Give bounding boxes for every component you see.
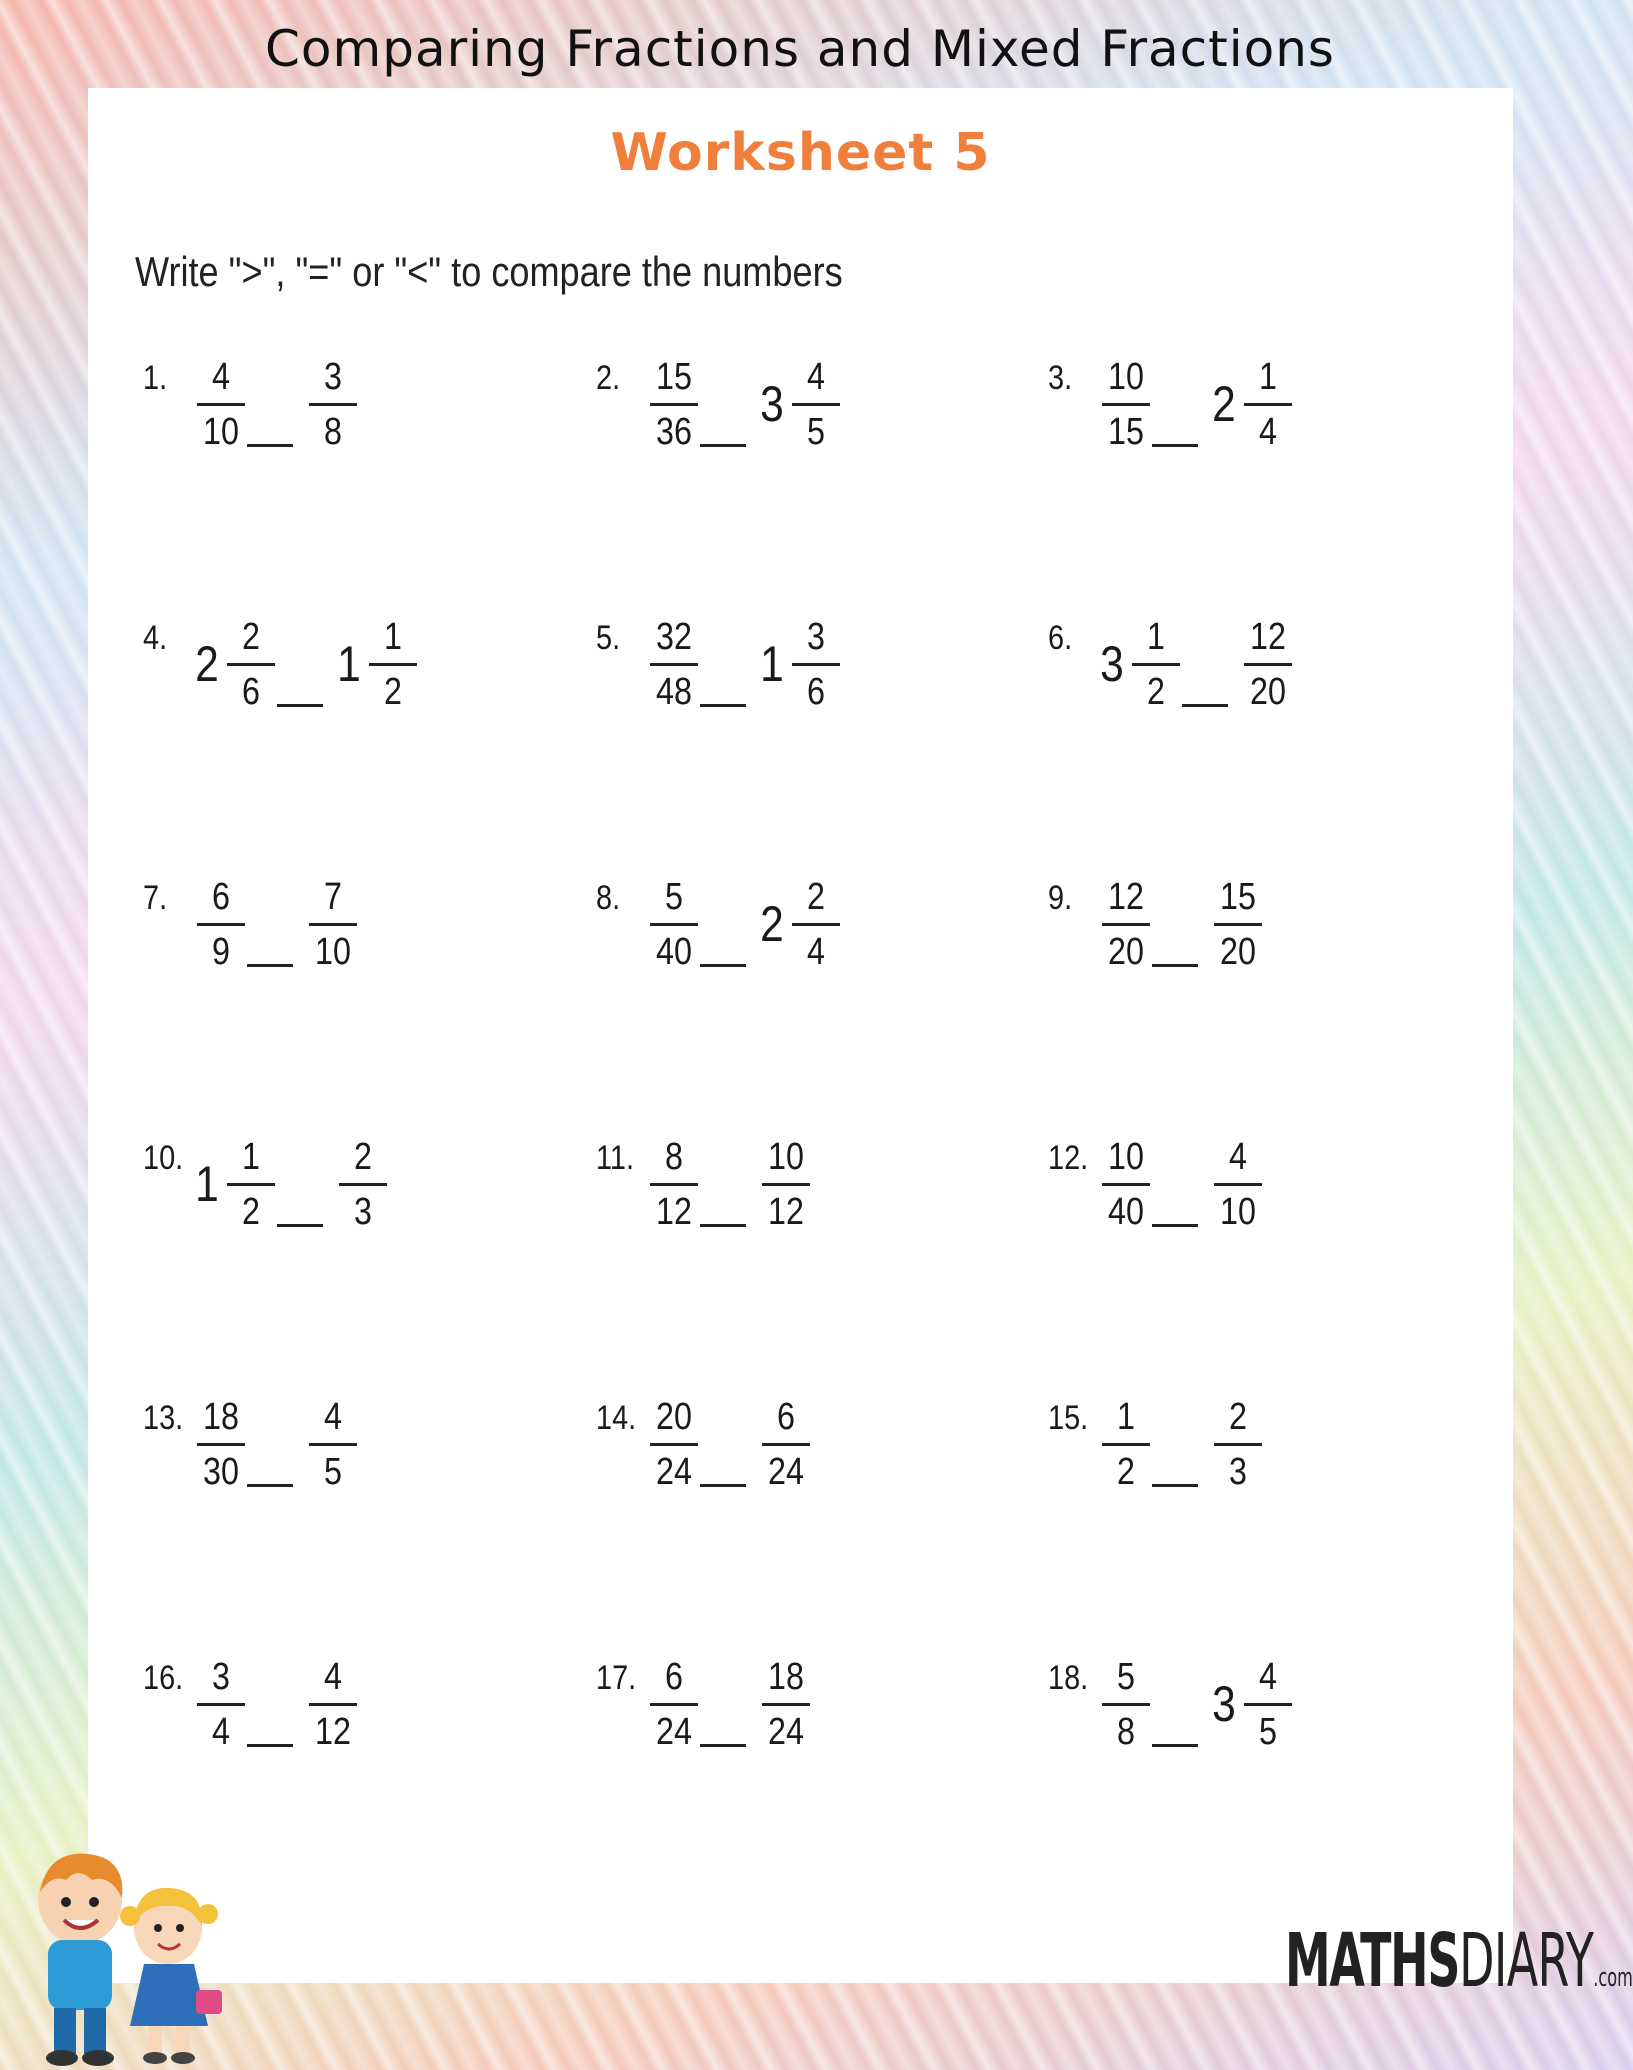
fraction-bar bbox=[762, 1443, 810, 1446]
fraction bbox=[758, 1133, 814, 1236]
whole-number: 3 bbox=[760, 376, 784, 432]
problem-number: 7. bbox=[143, 879, 168, 917]
denominator: 48 bbox=[656, 671, 692, 713]
fraction-bar bbox=[1214, 923, 1262, 926]
numerator: 5 bbox=[665, 876, 683, 918]
denominator: 2 bbox=[384, 671, 402, 713]
denominator: 20 bbox=[1108, 931, 1144, 973]
numerator: 1 bbox=[384, 616, 402, 658]
logo-part-diary: DIARY bbox=[1459, 1918, 1594, 2004]
numerator: 3 bbox=[324, 356, 342, 398]
fraction-bar bbox=[1244, 403, 1292, 406]
fraction bbox=[335, 1133, 391, 1236]
fraction bbox=[646, 873, 702, 976]
denominator: 40 bbox=[656, 931, 692, 973]
fraction-bar bbox=[1132, 663, 1180, 666]
fraction-bar bbox=[792, 663, 840, 666]
whole-number: 1 bbox=[760, 636, 784, 692]
fraction bbox=[305, 873, 361, 976]
fraction-bar bbox=[309, 403, 357, 406]
problem-number: 3. bbox=[1048, 359, 1073, 397]
numerator: 20 bbox=[656, 1396, 692, 1438]
whole-number: 3 bbox=[1212, 1676, 1236, 1732]
problem-5 bbox=[596, 613, 976, 733]
instruction-text: Write ">", "=" or "<" to compare the numbers bbox=[135, 248, 843, 295]
answer-blank[interactable] bbox=[1152, 444, 1198, 447]
worksheet-panel bbox=[88, 88, 1513, 1983]
problem-16 bbox=[143, 1653, 523, 1773]
fraction-bar bbox=[792, 403, 840, 406]
answer-blank[interactable] bbox=[1152, 1224, 1198, 1227]
numerator: 8 bbox=[665, 1136, 683, 1178]
fraction-bar bbox=[309, 1443, 357, 1446]
fraction-bar bbox=[369, 663, 417, 666]
fraction bbox=[1240, 353, 1296, 456]
fraction-bar bbox=[650, 1703, 698, 1706]
fraction bbox=[1240, 1653, 1296, 1756]
answer-blank[interactable] bbox=[1152, 1744, 1198, 1747]
problem-number: 12. bbox=[1048, 1139, 1089, 1177]
problem-number: 2. bbox=[596, 359, 621, 397]
denominator: 24 bbox=[656, 1711, 692, 1753]
logo-suffix: .com bbox=[1593, 1963, 1633, 1993]
problem-6 bbox=[1048, 613, 1428, 733]
whole-number: 1 bbox=[195, 1156, 219, 1212]
fraction bbox=[646, 1393, 702, 1496]
numerator: 4 bbox=[1229, 1136, 1247, 1178]
answer-blank[interactable] bbox=[700, 1224, 746, 1227]
problem-1 bbox=[143, 353, 523, 473]
denominator: 2 bbox=[1117, 1451, 1135, 1493]
problem-number: 9. bbox=[1048, 879, 1073, 917]
problem-4 bbox=[143, 613, 523, 733]
fraction bbox=[1210, 873, 1266, 976]
fraction bbox=[1098, 1393, 1154, 1496]
denominator: 4 bbox=[1259, 411, 1277, 453]
numerator: 4 bbox=[324, 1396, 342, 1438]
answer-blank[interactable] bbox=[247, 964, 293, 967]
numerator: 10 bbox=[768, 1136, 804, 1178]
denominator: 24 bbox=[768, 1711, 804, 1753]
answer-blank[interactable] bbox=[247, 444, 293, 447]
denominator: 12 bbox=[315, 1711, 351, 1753]
fraction bbox=[1240, 613, 1296, 716]
problem-number: 5. bbox=[596, 619, 621, 657]
denominator: 8 bbox=[324, 411, 342, 453]
denominator: 3 bbox=[354, 1191, 372, 1233]
fraction bbox=[1128, 613, 1184, 716]
fraction bbox=[223, 1133, 279, 1236]
numerator: 5 bbox=[1117, 1656, 1135, 1698]
problem-2 bbox=[596, 353, 976, 473]
problem-number: 11. bbox=[596, 1139, 635, 1177]
problem-number: 1. bbox=[143, 359, 168, 397]
fraction bbox=[305, 1393, 361, 1496]
whole-number: 1 bbox=[337, 636, 361, 692]
fraction bbox=[646, 613, 702, 716]
fraction bbox=[646, 1133, 702, 1236]
problem-number: 10. bbox=[143, 1139, 184, 1177]
denominator: 9 bbox=[212, 931, 230, 973]
fraction bbox=[305, 353, 361, 456]
answer-blank[interactable] bbox=[1182, 704, 1228, 707]
numerator: 7 bbox=[324, 876, 342, 918]
denominator: 36 bbox=[656, 411, 692, 453]
answer-blank[interactable] bbox=[700, 444, 746, 447]
numerator: 4 bbox=[807, 356, 825, 398]
problem-number: 17. bbox=[596, 1659, 637, 1697]
numerator: 2 bbox=[242, 616, 260, 658]
numerator: 1 bbox=[1147, 616, 1165, 658]
problem-9 bbox=[1048, 873, 1428, 993]
fraction-bar bbox=[650, 403, 698, 406]
denominator: 5 bbox=[1259, 1711, 1277, 1753]
problem-number: 18. bbox=[1048, 1659, 1089, 1697]
fraction-bar bbox=[309, 923, 357, 926]
problem-18 bbox=[1048, 1653, 1428, 1773]
denominator: 5 bbox=[324, 1451, 342, 1493]
numerator: 6 bbox=[777, 1396, 795, 1438]
fraction-bar bbox=[1102, 1703, 1150, 1706]
whole-number: 2 bbox=[195, 636, 219, 692]
fraction-bar bbox=[762, 1183, 810, 1186]
fraction-bar bbox=[650, 663, 698, 666]
answer-blank[interactable] bbox=[247, 1744, 293, 1747]
denominator: 12 bbox=[656, 1191, 692, 1233]
numerator: 10 bbox=[1108, 1136, 1144, 1178]
fraction-bar bbox=[650, 1443, 698, 1446]
denominator: 2 bbox=[242, 1191, 260, 1233]
problem-number: 13. bbox=[143, 1399, 184, 1437]
problem-13 bbox=[143, 1393, 523, 1513]
fraction bbox=[758, 1653, 814, 1756]
denominator: 30 bbox=[203, 1451, 239, 1493]
denominator: 4 bbox=[807, 931, 825, 973]
problem-number: 6. bbox=[1048, 619, 1073, 657]
denominator: 10 bbox=[1220, 1191, 1256, 1233]
problem-7 bbox=[143, 873, 523, 993]
numerator: 6 bbox=[212, 876, 230, 918]
denominator: 12 bbox=[768, 1191, 804, 1233]
fraction bbox=[788, 613, 844, 716]
fraction-bar bbox=[309, 1703, 357, 1706]
answer-blank[interactable] bbox=[700, 704, 746, 707]
numerator: 2 bbox=[807, 876, 825, 918]
logo-part-maths: MATHS bbox=[1285, 1918, 1460, 2004]
whole-number: 3 bbox=[1100, 636, 1124, 692]
fraction bbox=[365, 613, 421, 716]
fraction-bar bbox=[197, 1443, 245, 1446]
denominator: 6 bbox=[242, 671, 260, 713]
numerator: 1 bbox=[242, 1136, 260, 1178]
fraction bbox=[1098, 873, 1154, 976]
numerator: 32 bbox=[656, 616, 692, 658]
numerator: 18 bbox=[768, 1656, 804, 1698]
fraction bbox=[758, 1393, 814, 1496]
problem-12 bbox=[1048, 1133, 1428, 1253]
fraction-bar bbox=[1244, 1703, 1292, 1706]
answer-blank[interactable] bbox=[277, 1224, 323, 1227]
problem-3 bbox=[1048, 353, 1428, 473]
fraction-bar bbox=[650, 923, 698, 926]
numerator: 4 bbox=[324, 1656, 342, 1698]
fraction bbox=[1210, 1393, 1266, 1496]
mathsdiary-logo bbox=[1285, 1918, 1633, 2004]
boy-shirt bbox=[48, 1940, 112, 2010]
numerator: 18 bbox=[203, 1396, 239, 1438]
answer-blank[interactable] bbox=[1152, 1484, 1198, 1487]
numerator: 1 bbox=[1117, 1396, 1135, 1438]
worksheet-title: Comparing Fractions and Mixed Fractions bbox=[265, 20, 1335, 78]
fraction bbox=[1098, 353, 1154, 456]
fraction-bar bbox=[762, 1703, 810, 1706]
denominator: 24 bbox=[656, 1451, 692, 1493]
denominator: 8 bbox=[1117, 1711, 1135, 1753]
fraction-bar bbox=[1214, 1443, 1262, 1446]
answer-blank[interactable] bbox=[277, 704, 323, 707]
problem-17 bbox=[596, 1653, 976, 1773]
numerator: 15 bbox=[1220, 876, 1256, 918]
fraction bbox=[223, 613, 279, 716]
fraction bbox=[788, 873, 844, 976]
answer-blank[interactable] bbox=[700, 1484, 746, 1487]
numerator: 6 bbox=[665, 1656, 683, 1698]
fraction-bar bbox=[1102, 923, 1150, 926]
denominator: 10 bbox=[203, 411, 239, 453]
problem-15 bbox=[1048, 1393, 1428, 1513]
problem-number: 8. bbox=[596, 879, 621, 917]
children-illustration bbox=[18, 1840, 228, 2070]
problem-8 bbox=[596, 873, 976, 993]
numerator: 3 bbox=[212, 1656, 230, 1698]
fraction-bar bbox=[227, 1183, 275, 1186]
problem-number: 16. bbox=[143, 1659, 184, 1697]
numerator: 2 bbox=[1229, 1396, 1247, 1438]
fraction-bar bbox=[1102, 1443, 1150, 1446]
fraction bbox=[1098, 1133, 1154, 1236]
fraction bbox=[1210, 1133, 1266, 1236]
fraction-bar bbox=[197, 923, 245, 926]
whole-number: 2 bbox=[1212, 376, 1236, 432]
denominator: 5 bbox=[807, 411, 825, 453]
numerator: 2 bbox=[354, 1136, 372, 1178]
fraction-bar bbox=[1102, 403, 1150, 406]
numerator: 4 bbox=[212, 356, 230, 398]
fraction-bar bbox=[650, 1183, 698, 1186]
fraction-bar bbox=[197, 403, 245, 406]
numerator: 12 bbox=[1108, 876, 1144, 918]
fraction bbox=[646, 1653, 702, 1756]
numerator: 3 bbox=[807, 616, 825, 658]
fraction bbox=[193, 353, 249, 456]
fraction-bar bbox=[1244, 663, 1292, 666]
fraction-bar bbox=[792, 923, 840, 926]
problem-11 bbox=[596, 1133, 976, 1253]
girl-bag bbox=[196, 1990, 222, 2014]
denominator: 20 bbox=[1220, 931, 1256, 973]
answer-blank[interactable] bbox=[700, 1744, 746, 1747]
denominator: 20 bbox=[1250, 671, 1286, 713]
answer-blank[interactable] bbox=[1152, 964, 1198, 967]
problem-number: 14. bbox=[596, 1399, 637, 1437]
denominator: 40 bbox=[1108, 1191, 1144, 1233]
fraction-bar bbox=[1214, 1183, 1262, 1186]
worksheet-subtitle: Worksheet 5 bbox=[610, 123, 991, 183]
denominator: 2 bbox=[1147, 671, 1165, 713]
denominator: 3 bbox=[1229, 1451, 1247, 1493]
fraction bbox=[1098, 1653, 1154, 1756]
problem-14 bbox=[596, 1393, 976, 1513]
problem-number: 15. bbox=[1048, 1399, 1089, 1437]
denominator: 6 bbox=[807, 671, 825, 713]
fraction-bar bbox=[339, 1183, 387, 1186]
numerator: 10 bbox=[1108, 356, 1144, 398]
fraction bbox=[193, 1393, 249, 1496]
numerator: 15 bbox=[656, 356, 692, 398]
fraction bbox=[646, 353, 702, 456]
fraction bbox=[305, 1653, 361, 1756]
fraction bbox=[193, 873, 249, 976]
fraction-bar bbox=[197, 1703, 245, 1706]
numerator: 4 bbox=[1259, 1656, 1277, 1698]
denominator: 15 bbox=[1108, 411, 1144, 453]
answer-blank[interactable] bbox=[247, 1484, 293, 1487]
fraction-bar bbox=[227, 663, 275, 666]
denominator: 24 bbox=[768, 1451, 804, 1493]
fraction-bar bbox=[1102, 1183, 1150, 1186]
denominator: 10 bbox=[315, 931, 351, 973]
fraction bbox=[193, 1653, 249, 1756]
whole-number: 2 bbox=[760, 896, 784, 952]
problem-number: 4. bbox=[143, 619, 168, 657]
fraction bbox=[788, 353, 844, 456]
problem-10 bbox=[143, 1133, 523, 1253]
numerator: 1 bbox=[1259, 356, 1277, 398]
answer-blank[interactable] bbox=[700, 964, 746, 967]
denominator: 4 bbox=[212, 1711, 230, 1753]
numerator: 12 bbox=[1250, 616, 1286, 658]
